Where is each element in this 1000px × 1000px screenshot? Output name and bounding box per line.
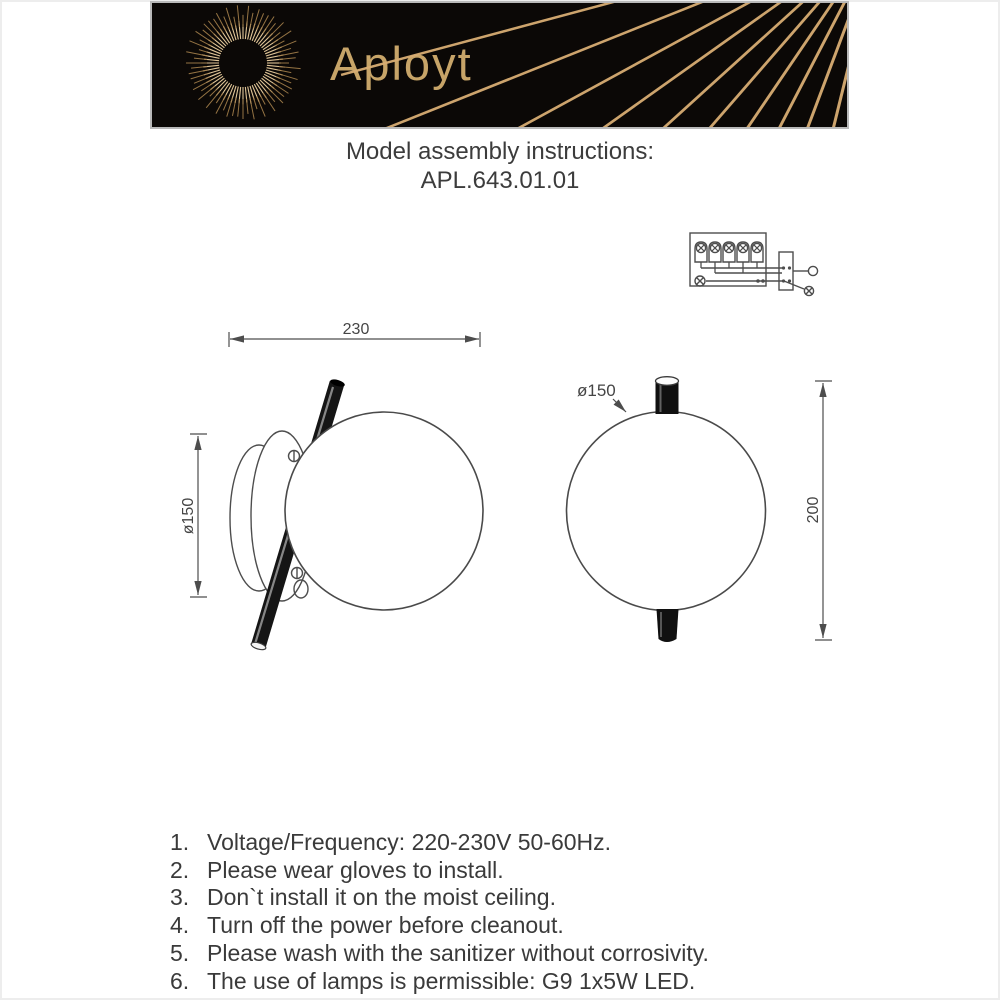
sphere-shade-front	[567, 412, 766, 611]
model-number: APL.643.01.01	[420, 167, 580, 194]
dimension-diameter-side: ø150	[180, 497, 197, 535]
dimension-width: 230	[342, 321, 370, 338]
title-line: Model assembly instructions:	[345, 138, 655, 165]
front-view-drawing	[567, 377, 833, 642]
mount-screw-icon	[289, 451, 300, 462]
decorative-rays-icon	[152, 3, 847, 127]
instructions-list	[170, 829, 709, 995]
crossed-screw-icon	[804, 286, 813, 295]
sphere-shade-side	[285, 412, 483, 610]
dimension-diameter-front: ø150	[577, 381, 616, 400]
header-banner	[150, 1, 849, 129]
instruction-item: 6. The use of lamps is permissible: G9 1x5W LED.	[170, 967, 696, 994]
brand-name: Aployt	[330, 37, 473, 90]
instruction-item: 5. Please wash with the sanitizer without corrosivity.	[170, 939, 709, 966]
dimension-height: 200	[805, 496, 822, 524]
side-view-drawing	[180, 321, 483, 651]
wiring-diagram	[690, 233, 818, 296]
instruction-item: 3. Don`t install it on the moist ceiling.	[170, 884, 556, 911]
lamp-symbol-icon	[808, 266, 817, 275]
ground-screw-icon	[695, 276, 705, 286]
technical-drawing	[150, 210, 850, 690]
instruction-item: 2. Please wear gloves to install.	[170, 856, 504, 883]
instruction-item: 1. Voltage/Frequency: 220-230V 50-60Hz.	[170, 829, 612, 855]
instruction-item: 4. Turn off the power before cleanout.	[170, 912, 564, 939]
page-title	[0, 137, 1000, 195]
